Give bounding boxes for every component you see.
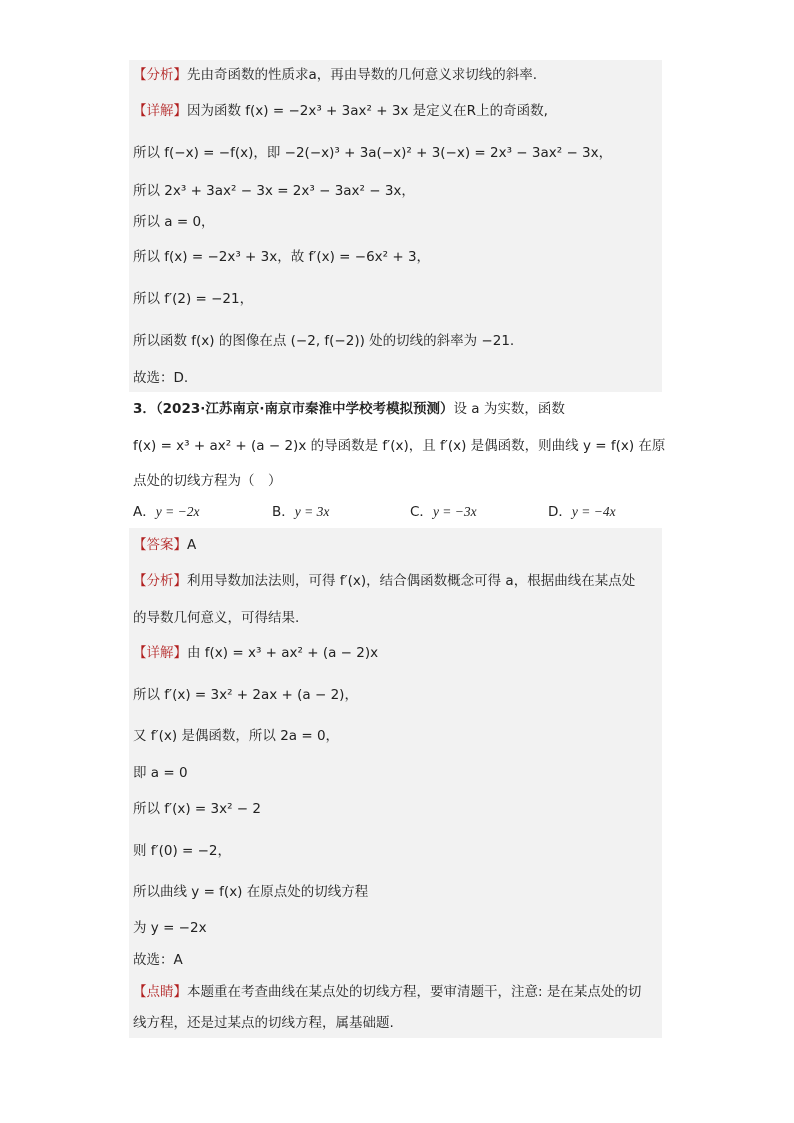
question-stem-2: f(x) = x³ + ax² + (a − 2)x 的导函数是 f′(x)，且 f′(x) 是偶函数，则曲线 y = f(x) 在原: [133, 438, 666, 454]
detail-tag: 【详解】: [133, 103, 187, 119]
option-a-value: y = −2x: [155, 504, 200, 519]
option-b-value: y = 3x: [294, 504, 330, 519]
analysis2-line-2: 的导数几何意义，可得结果.: [133, 610, 300, 626]
detail-line-8: 故选：D.: [133, 370, 189, 386]
detail-text-1: 因为函数 f(x) = −2x³ + 3ax² + 3x 是定义在R上的奇函数,: [187, 103, 548, 119]
answer-line: [133, 536, 196, 554]
question-stem-3: 点处的切线方程为（ ）: [133, 473, 282, 489]
option-c-label: C．: [410, 504, 433, 520]
detail-line-2: 所以 f(−x) = −f(x)，即 −2(−x)³ + 3a(−x)² + 3(−x) = 2x³ − 3ax² − 3x，: [133, 145, 613, 161]
detail2-text-1: 由 f(x) = x³ + ax² + (a − 2)x: [187, 645, 379, 661]
answer-tag: 【答案】: [133, 537, 187, 553]
analysis-tag: 【分析】: [133, 67, 187, 83]
question-header: [133, 400, 565, 418]
detail2-line-7: 所以曲线 y = f(x) 在原点处的切线方程: [133, 884, 369, 900]
detail2-line-8: 为 y = −2x: [133, 920, 207, 936]
question-source: （2023·江苏南京·南京市秦淮中学校考模拟预测）: [155, 401, 454, 417]
comment-text-1: 本题重在考查曲线在某点处的切线方程，要审清题干，注意: 是在某点处的切: [187, 984, 642, 1000]
option-b-label: B．: [272, 504, 295, 520]
detail-line-4: 所以 a = 0，: [133, 214, 215, 230]
detail2-line-3: 又 f′(x) 是偶函数，所以 2a = 0，: [133, 728, 340, 744]
option-d-label: D．: [548, 504, 572, 520]
option-d[interactable]: [548, 503, 616, 521]
analysis-text: 先由奇函数的性质求a，再由导数的几何意义求切线的斜率.: [187, 67, 538, 83]
analysis2-line-1: [133, 572, 635, 590]
detail-line-6: 所以 f′(2) = −21，: [133, 291, 254, 307]
analysis-line: [133, 66, 537, 84]
detail2-tag: 【详解】: [133, 645, 187, 661]
analysis2-tag: 【分析】: [133, 573, 187, 589]
detail-line-3: 所以 2x³ + 3ax² − 3x = 2x³ − 3ax² − 3x，: [133, 183, 415, 199]
comment-line-2: 线方程，还是过某点的切线方程，属基础题.: [133, 1015, 394, 1031]
comment-line-1: [133, 983, 641, 1001]
option-b[interactable]: [272, 503, 329, 521]
option-c-value: y = −3x: [432, 504, 477, 519]
detail2-line-6: 则 f′(0) = −2，: [133, 843, 232, 859]
detail2-line-2: 所以 f′(x) = 3x² + 2ax + (a − 2)，: [133, 687, 358, 703]
option-a[interactable]: [133, 503, 199, 521]
question-stem-1: 设 a 为实数，函数: [453, 401, 565, 417]
answer-value: A: [187, 537, 197, 553]
comment-tag: 【点睛】: [133, 984, 187, 1000]
question-number: 3．: [133, 401, 156, 417]
detail2-line-9: 故选：A: [133, 952, 183, 968]
detail-line-5: 所以 f(x) = −2x³ + 3x，故 f′(x) = −6x² + 3，: [133, 249, 431, 265]
detail-line-7: 所以函数 f(x) 的图像在点 (−2, f(−2)) 处的切线的斜率为 −21.: [133, 333, 515, 349]
detail2-line-4: 即 a = 0: [133, 765, 188, 781]
detail2-line-1: [133, 644, 378, 662]
detail2-line-5: 所以 f′(x) = 3x² − 2: [133, 801, 261, 817]
analysis2-text-1: 利用导数加法法则，可得 f′(x)，结合偶函数概念可得 a，根据曲线在某点处: [187, 573, 636, 589]
detail-line-1: [133, 102, 548, 120]
option-c[interactable]: [410, 503, 477, 521]
option-a-label: A．: [133, 504, 156, 520]
solution-block-2: [129, 528, 662, 1038]
option-d-value: y = −4x: [571, 504, 616, 519]
